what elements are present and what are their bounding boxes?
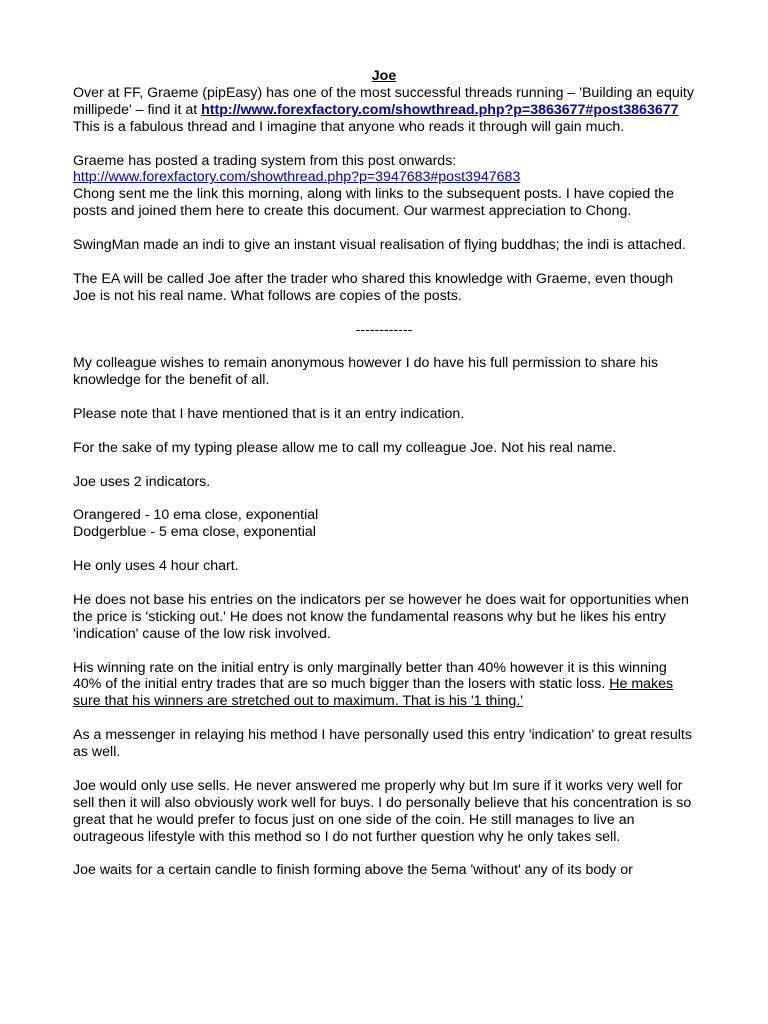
winning-rate-underlined-text: He makes sure that his winners are stretched out to maximum. That is his '1 thing.' xyxy=(73,676,674,710)
winning-rate-text: His winning rate on the initial entry is only marginally better than 40% however it is this winning 40% of the initial entry trades that are so much bigger than the losers with static loss. xyxy=(73,659,667,693)
intro-text: Over at FF, Graeme (pipEasy) has one of the most successful threads running – 'Building an equity millipede' – find it at xyxy=(73,84,694,118)
system-post-link[interactable]: http://www.forexfactory.com/showthread.php?p=3947683#post3947683 xyxy=(73,169,521,186)
chart-paragraph: He only uses 4 hour chart. xyxy=(73,558,239,575)
candle-paragraph: Joe waits for a certain candle to finish forming above the 5ema 'without' any of its body or xyxy=(73,862,633,879)
indicator-orangered: Orangered - 10 ema close, exponential xyxy=(73,507,319,524)
system-paragraph xyxy=(73,153,695,221)
anonymous-paragraph: My colleague wishes to remain anonymous however I do have his full permission to share his knowledge for the benefit of all. xyxy=(73,355,659,389)
indicators-intro-paragraph: Joe uses 2 indicators. xyxy=(73,473,211,490)
entry-note-paragraph: Please note that I have mentioned that is it an entry indication. xyxy=(73,406,465,423)
entries-paragraph: He does not base his entries on the indicators per se however he does wait for opportunities when the price is 'sticking out.' He does not know the fundamental reasons why but he likes his entry 'indication' cause of the low risk involved. xyxy=(73,591,689,642)
swingman-paragraph: SwingMan made an indi to give an instant visual realisation of flying buddhas; the indi is attached. xyxy=(73,237,686,254)
intro-text-after-link: This is a fabulous thread and I imagine that anyone who reads it through will gain much. xyxy=(73,118,625,135)
naming-paragraph: For the sake of my typing please allow me to call my colleague Joe. Not his real name. xyxy=(73,439,617,456)
sells-paragraph: Joe would only use sells. He never answered me properly why but Im sure if it works very well for sell then it will also obviously work well for buys. I do personally believe that his concentration is so great that he would prefer to focus just on one side of the coin. He still manages to live an outrageous lifestyle with this method so I do not further question why he only takes sell. xyxy=(73,777,692,845)
system-intro-text: Graeme has posted a trading system from this post onwards: xyxy=(73,152,457,169)
separator-line: ------------ xyxy=(355,321,413,338)
ea-name-paragraph: The EA will be called Joe after the trader who shared this knowledge with Graeme, even though Joe is not his real name. What follows are copies of the posts. xyxy=(73,270,674,304)
thread-link[interactable]: http://www.forexfactory.com/showthread.php?p=3863677#post3863677 xyxy=(201,101,679,118)
winning-rate-paragraph xyxy=(73,660,695,711)
system-post-text: Chong sent me the link this morning, along with links to the subsequent posts. I have copied the posts and joined them here to create this document. Our warmest appreciation to Chong. xyxy=(73,186,674,220)
document-title: Joe xyxy=(371,68,397,84)
indicator-dodgerblue: Dodgerblue - 5 ema close, exponential xyxy=(73,524,316,541)
document-page xyxy=(73,68,695,896)
messenger-paragraph: As a messenger in relaying his method I have personally used this entry 'indication' to great results as well. xyxy=(73,727,692,761)
intro-paragraph xyxy=(73,85,695,136)
